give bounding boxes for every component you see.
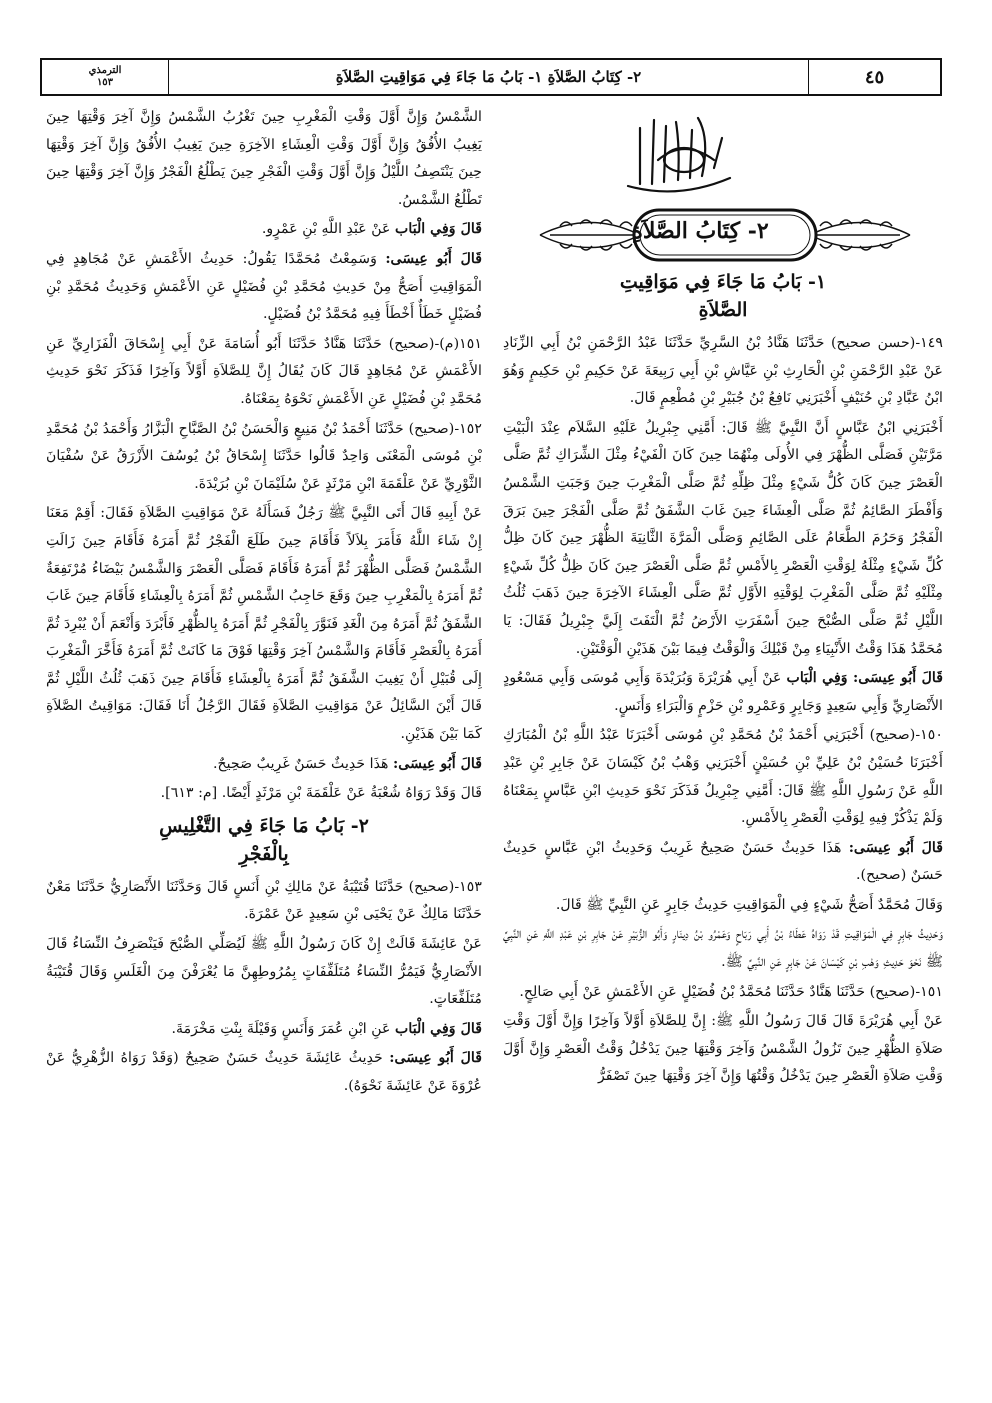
hadith-150: ١٥٠-(صحيح) أَخْبَرَنِي أَحْمَدُ بْنُ مُحَمَّدِ بْنِ مُوسَى أَخْبَرَنَا عَبْدُ اللَّهِ بْنُ الْمُبَارَكِ أَخْبَرَنَا حُسَيْنُ بْنُ عَلِيِّ بْنِ حُسَيْنٍ أَخْبَرَنِي وَهْبُ بْنُ كَيْسَانَ عَنْ جَابِرِ بْنِ عَبْدِ اللَّهِ عَنْ رَسُولِ اللَّهِ ﷺ قَالَ: أَمَّنِي جِبْرِيلُ فَذَكَرَ نَحْوَ حَدِيثِ ابْنِ عَبَّاسٍ بِمَعْنَاهُ وَلَمْ يَذْكُرْ فِيهِ لِوَقْتِ الْعَصْرِ بِالأَمْسِ. bbox=[503, 727, 943, 827]
left-column bbox=[46, 104, 482, 1103]
commentary-paragraph bbox=[503, 665, 943, 720]
commentary-paragraph bbox=[503, 835, 943, 890]
commentary-lead: قَالَ أَبُو عِيسَى: bbox=[385, 250, 482, 267]
hadith-151-matn: عَنْ أَبِي هُرَيْرَةَ قَالَ قَالَ رَسُولُ اللَّهِ ﷺ: إِنَّ لِلصَّلاَةِ أَوَّلاً وَآخِرًا وَإِنَّ أَوَّلَ وَقْتِ صَلاَةِ الظُّهْرِ حِينَ تَزُولُ الشَّمْسُ وَآخِرَ وَقْتِهَا حِينَ يَدْخُلُ وَقْتُ الْعَصْرِ وَإِنَّ أَوَّلَ وَقْتِ صَلاَةِ الْعَصْرِ حِينَ يَدْخُلُ وَقْتُهَا وَإِنَّ آخِرَ وَقْتِهَا حِينَ تَصْفَرُّ bbox=[503, 1013, 943, 1085]
hadith-152-matn: عَنْ أَبِيهِ قَالَ أَتَى النَّبِيَّ ﷺ رَجُلٌ فَسَأَلَهُ عَنْ مَوَاقِيتِ الصَّلاَةِ فَقَالَ: أَقِمْ مَعَنَا إِنْ شَاءَ اللَّهُ فَأَمَرَ بِلاَلاً فَأَقَامَ حِينَ طَلَعَ الْفَجْرُ ثُمَّ أَمَرَهُ فَأَقَامَ حِينَ زَالَتِ الشَّمْسُ فَصَلَّى الظُّهْرَ ثُمَّ أَمَرَهُ فَأَقَامَ فَصَلَّى الْعَصْرَ وَالشَّمْسُ بَيْضَاءُ مُرْتَفِعَةٌ ثُمَّ أَمَرَهُ بِالْمَغْرِبِ حِينَ وَقَعَ حَاجِبُ الشَّمْسِ ثُمَّ أَمَرَهُ بِالْعِشَاءِ فَأَقَامَ حِينَ غَابَ الشَّفَقُ ثُمَّ أَمَرَهُ مِنَ الْغَدِ فَنَوَّرَ بِالْفَجْرِ ثُمَّ أَمَرَهُ بِالظُّهْرِ فَأَبْرَدَ وَأَنْعَمَ أَنْ يُبْرِدَ ثُمَّ أَمَرَهُ بِالْعَصْرِ فَأَقَامَ وَالشَّمْسُ آخِرَ وَقْتِهَا فَوْقَ مَا كَانَتْ ثُمَّ أَمَرَهُ فَأَخَّرَ الْمَغْرِبَ إِلَى قُبَيْلِ أَنْ يَغِيبَ الشَّفَقُ ثُمَّ أَمَرَهُ بِالْعِشَاءِ فَأَقَامَ حِينَ ذَهَبَ ثُلُثُ اللَّيْلِ ثُمَّ قَالَ أَيْنَ السَّائِلُ عَنْ مَوَاقِيتِ الصَّلاَةِ فَقَالَ الرَّجُلُ أَنَا فَقَالَ: مَوَاقِيتُ الصَّلاَةِ كَمَا بَيْنَ هَذَيْنِ. bbox=[46, 505, 482, 743]
commentary-text: هَذَا حَدِيثٌ حَسَنٌ غَرِيبٌ صَحِيحٌ. bbox=[212, 755, 389, 772]
commentary-lead: قَالَ أَبُو عِيسَى: bbox=[389, 1050, 483, 1067]
commentary-text: حَدِيثُ عَائِشَةَ حَدِيثٌ حَسَنٌ صَحِيحٌ (وَقَدْ رَوَاهُ الزُّهْرِيُّ عَنْ عُرْوَةَ عَنْ عَائِشَةَ نَحْوَهُ). bbox=[46, 1050, 482, 1094]
commentary-lead: قَالَ وَفِي الْبَاب bbox=[395, 221, 482, 238]
commentary-note: قَالَ وَقَدْ رَوَاهُ شُعْبَةُ عَنْ عَلْقَمَةَ بْنِ مَرْثَدٍ أَيْضًا. [م: ٦١٣]. bbox=[160, 785, 482, 802]
hadith-151-continuation: الشَّمْسُ وَإِنَّ أَوَّلَ وَقْتِ الْمَغْرِبِ حِينَ تَغْرُبُ الشَّمْسُ وَإِنَّ آخِرَ وَقْتِهَا حِينَ يَغِيبُ الأُفُقُ وَإِنَّ أَوَّلَ وَقْتِ الْعِشَاءِ الآخِرَةِ حِينَ يَغِيبُ الأُفُقُ وَإِنَّ آخِرَ وَقْتِهَا حِينَ يَنْتَصِفُ اللَّيْلُ وَإِنَّ أَوَّلَ وَقْتِ الْفَجْرِ حِينَ يَطْلُعُ الْفَجْرُ وَإِنَّ آخِرَ وَقْتِهَا حِينَ تَطْلُعُ الشَّمْسُ. bbox=[46, 109, 482, 208]
book-name: الترمذي bbox=[88, 65, 122, 76]
commentary-paragraph bbox=[46, 751, 482, 779]
commentary-text: عَنْ عَبْدِ اللَّهِ بْنِ عَمْرٍو. bbox=[261, 221, 391, 238]
running-header bbox=[40, 58, 942, 96]
hadith-153-matn: عَنْ عَائِشَةَ قَالَتْ إِنْ كَانَ رَسُولُ اللَّهِ ﷺ لَيُصَلِّي الصُّبْحَ فَيَنْصَرِفُ النِّسَاءُ قَالَ الأَنْصَارِيُّ فَيَمُرُّ النِّسَاءُ مُتَلَفِّفَاتٍ بِمُرُوطِهِنَّ مَا يُعْرَفْنَ مِنَ الْغَلَسِ وَقَالَ قُتَيْبَةُ مُتَلَفِّعَاتٍ. bbox=[46, 936, 482, 1008]
commentary-text: عَنِ ابْنِ عُمَرَ وَأَنَسٍ وَقَيْلَةَ بِنْتِ مَخْرَمَةَ. bbox=[171, 1020, 391, 1037]
commentary-paragraph bbox=[46, 1045, 482, 1100]
commentary-note: وَقَالَ مُحَمَّدٌ أَصَحُّ شَيْءٍ فِي الْمَوَاقِيتِ حَدِيثُ جَابِرٍ عَنِ النَّبِيِّ ﷺ قَالَ. bbox=[555, 896, 943, 913]
commentary-text: هَذَا حَدِيثٌ حَسَنٌ صَحِيحٌ غَرِيبٌ وَحَدِيثُ ابْنِ عَبَّاسٍ حَدِيثٌ حَسَنٌ (صحيح). bbox=[503, 839, 943, 884]
chapter-1-title-line2: الصَّلاَةِ bbox=[698, 299, 748, 321]
book-volume: ١٥٣ bbox=[96, 77, 114, 88]
chapter-2-title-line1: ٢- بَابُ مَا جَاءَ فِي التَّغْلِيسِ bbox=[159, 814, 369, 837]
hadith-152-isnad: ١٥٢-(صحيح) حَدَّثَنَا أَحْمَدُ بْنُ مَنِيعٍ وَالْحَسَنُ بْنُ الصَّبَّاحِ الْبَزَّارُ وَأَحْمَدُ بْنُ مُحَمَّدِ بْنِ مُوسَى الْمَعْنَى وَاحِدٌ قَالُوا حَدَّثَنَا إِسْحَاقُ بْنُ يُوسُفَ الأَزْرَقُ عَنْ سُفْيَانَ الثَّوْرِيِّ عَنْ عَلْقَمَةَ ابْنِ مَرْثَدٍ عَنْ سُلَيْمَانَ بْنِ بُرَيْدَةَ. bbox=[46, 420, 482, 492]
page-number: ٤٥ bbox=[808, 60, 940, 94]
chapter-2-title-line2: بِالْفَجْرِ bbox=[239, 842, 289, 865]
commentary-paragraph bbox=[46, 216, 482, 244]
commentary-note: وَحَدِيثُ جَابِرٍ فِي الْمَوَاقِيتِ قَدْ رَوَاهُ عَطَاءُ بْنُ أَبِي رَبَاحٍ وَعَمْرُو بْنُ دِينَارٍ وَأَبُو الزُّبَيْرِ عَنْ جَابِرِ بْنِ عَبْدِ اللَّهِ عَنِ النَّبِيِّ ﷺ نَحْوَ حَدِيثِ وَهْبِ بْنِ كَيْسَانَ عَنْ جَابِرٍ عَنِ النَّبِيِّ ﷺ. bbox=[503, 926, 943, 971]
running-title: ٢- كِتَابُ الصَّلاَةِ ١- بَابُ مَا جَاءَ فِي مَوَاقِيتِ الصَّلاَةِ bbox=[168, 60, 808, 94]
chapter-1-heading bbox=[503, 268, 943, 324]
commentary-paragraph bbox=[46, 1016, 482, 1044]
hadith-149-matn: أَخْبَرَنِي ابْنُ عَبَّاسٍ أَنَّ النَّبِيَّ ﷺ قَالَ: أَمَّنِي جِبْرِيلُ عَلَيْهِ السَّلاَم عِنْدَ الْبَيْتِ مَرَّتَيْنِ فَصَلَّى الظُّهْرَ فِي الأُولَى مِنْهُمَا حِينَ كَانَ الْفَيْءُ مِثْلَ الشِّرَاكِ ثُمَّ صَلَّى الْعَصْرَ حِينَ كَانَ كُلُّ شَيْءٍ مِثْلَ ظِلِّهِ ثُمَّ صَلَّى الْمَغْرِبَ حِينَ وَجَبَتِ الشَّمْسُ وَأَفْطَرَ الصَّائِمُ ثُمَّ صَلَّى الْعِشَاءَ حِينَ غَابَ الشَّفَقُ ثُمَّ صَلَّى الْفَجْرَ حِينَ بَرَقَ الْفَجْرُ وَحَرُمَ الطَّعَامُ عَلَى الصَّائِمِ وَصَلَّى الْمَرَّةَ الثَّانِيَةَ الظُّهْرَ حِينَ كَانَ ظِلُّ كُلِّ شَيْءٍ مِثْلَهُ لِوَقْتِ الْعَصْرِ بِالأَمْسِ ثُمَّ صَلَّى الْعَصْرَ حِينَ كَانَ ظِلُّ كُلِّ شَيْءٍ مِثْلَيْهِ ثُمَّ صَلَّى الْمَغْرِبَ لِوَقْتِهِ الأَوَّلِ ثُمَّ صَلَّى الْعِشَاءَ الآخِرَةَ حِينَ ذَهَبَ ثُلُثُ اللَّيْلِ ثُمَّ صَلَّى الصُّبْحَ حِينَ أَسْفَرَتِ الأَرْضُ ثُمَّ الْتَفَتَ إِلَيَّ جِبْرِيلُ فَقَالَ: يَا مُحَمَّدُ هَذَا وَقْتُ الأَنْبِيَاءِ مِنْ قَبْلِكَ وَالْوَقْتُ فِيمَا بَيْنَ هَذَيْنِ الْوَقْتَيْنِ. bbox=[503, 419, 943, 657]
commentary-text: عَنْ أَبِي هُرَيْرَةَ وَبُرَيْدَةَ وَأَبِي مُوسَى وَأَبِي مَسْعُودٍ الأَنْصَارِيِّ وَأَبِي سَعِيدٍ وَجَابِرٍ وَعَمْرِو بْنِ حَزْمٍ وَالْبَرَاءِ وَأَنَسٍ. bbox=[503, 670, 943, 714]
title-spacer bbox=[503, 104, 943, 264]
commentary-lead: قَالَ أَبُو عِيسَى: bbox=[848, 839, 943, 856]
chapter-1-title-line1: ١- بَابُ مَا جَاءَ فِي مَوَاقِيتِ bbox=[619, 271, 827, 293]
commentary-lead: قَالَ أَبُو عِيسَى: وَفِي الْبَاب bbox=[786, 670, 943, 687]
hadith-151-isnad: ١٥١-(صحيح) حَدَّثَنَا هَنَّادٌ حَدَّثَنَا مُحَمَّدُ بْنُ فُضَيْلٍ عَنِ الأَعْمَشِ عَنْ أَبِي صَالِحٍ. bbox=[519, 983, 943, 1000]
book-reference bbox=[42, 60, 168, 94]
book-title: ٢- كِتَابُ الصَّلاَةِ bbox=[631, 218, 769, 244]
hadith-153-isnad: ١٥٣-(صحيح) حَدَّثَنَا قُتَيْبَةُ عَنْ مَالِكِ بْنِ أَنَسٍ قَالَ وَحَدَّثَنَا الأَنْصَارِيُّ حَدَّثَنَا مَعْنٌ حَدَّثَنَا مَالِكٌ عَنْ يَحْيَى بْنِ سَعِيدٍ عَنْ عَمْرَةَ. bbox=[46, 878, 482, 923]
commentary-lead: قَالَ وَفِي الْبَاب bbox=[395, 1020, 482, 1037]
commentary-paragraph bbox=[46, 246, 482, 329]
right-column bbox=[503, 104, 943, 1093]
hadith-149-isnad: ١٤٩-(حسن صحيح) حَدَّثَنَا هَنَّادُ بْنُ السَّرِيِّ حَدَّثَنَا عَبْدُ الرَّحْمَنِ بْنُ أَبِي الزِّنَادِ عَنْ عَبْدِ الرَّحْمَنِ بْنِ الْحَارِثِ بْنِ عَيَّاشِ بْنِ أَبِي رَبِيعَةَ عَنْ حَكِيمِ بْنِ حَكِيمٍ وَهُوَ ابْنُ عَبَّادِ بْنِ حُنَيْفٍ أَخْبَرَنِي نَافِعُ بْنُ جُبَيْرِ بْنِ مُطْعِمٍ قَالَ. bbox=[503, 335, 943, 407]
commentary-text: وَسَمِعْتُ مُحَمَّدًا يَقُولُ: حَدِيثُ الأَعْمَشِ عَنْ مُجَاهِدٍ فِي الْمَوَاقِيتِ أَصَحُّ مِنْ حَدِيثِ مُحَمَّدِ بْنِ فُضَيْلٍ عَنِ الأَعْمَشِ وَحَدِيثُ مُحَمَّدِ بْنِ فُضَيْلٍ خَطَأٌ أَخْطَأَ فِيهِ مُحَمَّدُ بْنُ فُضَيْلٍ. bbox=[46, 250, 482, 323]
hadith-151m: ١٥١(م)-(صحيح) حَدَّثَنَا هَنَّادٌ حَدَّثَنَا أَبُو أُسَامَةَ عَنْ أَبِي إِسْحَاقَ الْفَزَارِيِّ عَنِ الأَعْمَشِ عَنْ مُجَاهِدٍ قَالَ كَانَ يُقَالُ إِنَّ لِلصَّلاَةِ أَوَّلاً وَآخِرًا فَذَكَرَ نَحْوَ حَدِيثِ مُحَمَّدِ بْنِ فُضَيْلٍ عَنِ الأَعْمَشِ نَحْوَهُ بِمَعْنَاهُ. bbox=[46, 335, 482, 407]
chapter-2-heading bbox=[46, 812, 482, 868]
commentary-lead: قَالَ أَبُو عِيسَى: bbox=[393, 755, 482, 772]
